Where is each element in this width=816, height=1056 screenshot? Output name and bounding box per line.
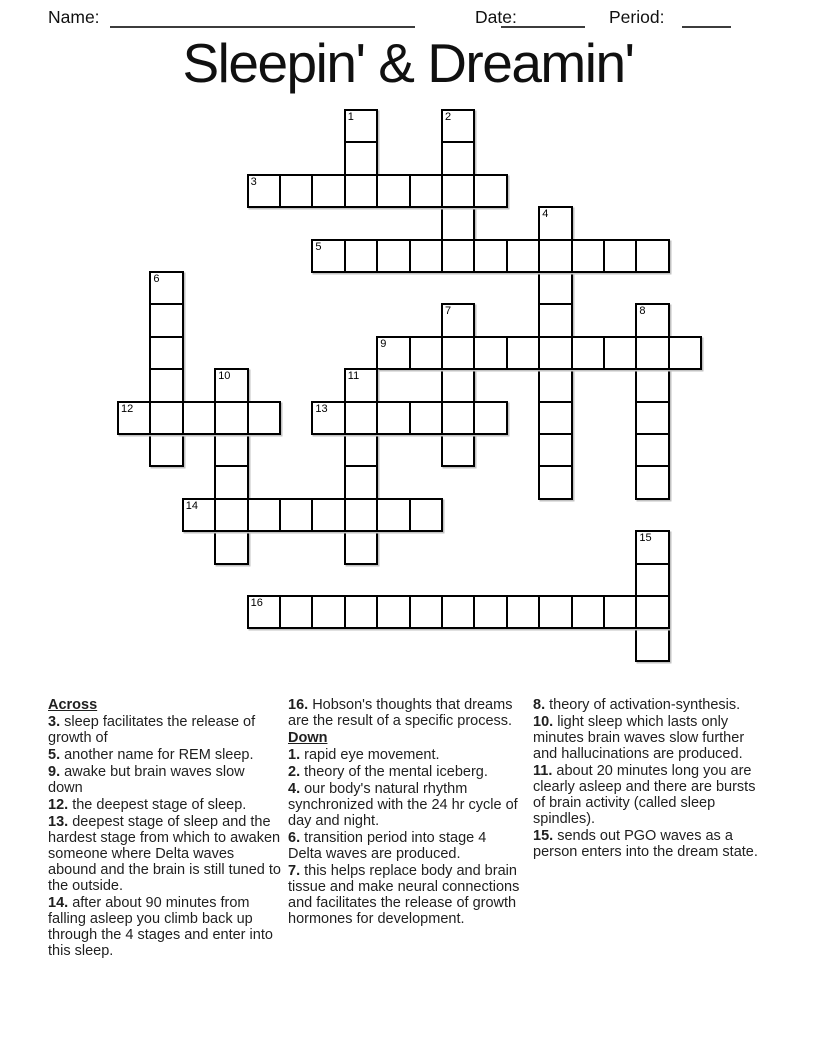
grid-cell[interactable] xyxy=(473,336,507,370)
name-label: Name: xyxy=(48,7,100,27)
grid-cell[interactable] xyxy=(635,530,669,564)
clue-number-label: 11 xyxy=(347,370,360,383)
grid-cell[interactable] xyxy=(344,465,378,499)
grid-cell[interactable] xyxy=(376,595,410,629)
clue-number: 6. xyxy=(288,830,301,846)
clue-column-2 xyxy=(288,697,524,928)
grid-cell[interactable] xyxy=(149,336,183,370)
grid-cell[interactable] xyxy=(376,239,410,273)
clue-number: 13. xyxy=(48,814,69,830)
clue-across-16: 16. Hobson's thoughts that dreams are the result of a specific process. xyxy=(288,697,513,729)
grid-cell[interactable] xyxy=(538,271,572,305)
grid-cell[interactable] xyxy=(603,239,637,273)
grid-cell[interactable] xyxy=(603,595,637,629)
clue-number: 2. xyxy=(288,764,301,780)
clue-number-label: 14 xyxy=(185,499,199,512)
grid-cell[interactable] xyxy=(635,368,669,402)
grid-cell[interactable] xyxy=(506,239,540,273)
period-label: Period: xyxy=(609,7,665,27)
grid-cell[interactable] xyxy=(538,303,572,337)
grid-cell[interactable] xyxy=(214,465,248,499)
grid-cell[interactable] xyxy=(247,498,281,532)
clue-number: 1. xyxy=(288,747,301,763)
grid-cell[interactable] xyxy=(538,368,572,402)
grid-cell[interactable] xyxy=(635,595,669,629)
grid-cell[interactable] xyxy=(668,336,702,370)
grid-cell[interactable] xyxy=(149,433,183,467)
grid-cell[interactable] xyxy=(441,206,475,240)
clue-across-3: 3. sleep facilitates the release of growth of xyxy=(48,714,256,746)
clue-down-2: 2. theory of the mental iceberg. xyxy=(288,764,488,780)
clue-across-13: 13. deepest stage of sleep and the hardest stage from which to awaken someone where Delta waves abound and the brain is still tuned to the outside. xyxy=(48,814,281,894)
grid-cell[interactable] xyxy=(149,401,183,435)
clue-number: 7. xyxy=(288,863,301,879)
grid-cell[interactable] xyxy=(344,433,378,467)
grid-cell[interactable] xyxy=(441,595,475,629)
grid-cell[interactable] xyxy=(311,401,345,435)
grid-cell[interactable] xyxy=(538,433,572,467)
grid-cell[interactable] xyxy=(441,239,475,273)
clue-column-1 xyxy=(48,697,282,960)
grid-cell[interactable] xyxy=(603,336,637,370)
grid-cell[interactable] xyxy=(409,595,443,629)
grid-cell[interactable] xyxy=(247,401,281,435)
grid-cell[interactable] xyxy=(376,174,410,208)
grid-cell[interactable] xyxy=(538,595,572,629)
clue-number: 12. xyxy=(48,797,69,813)
grid-cell[interactable] xyxy=(344,141,378,175)
clue-down-11: 11. about 20 minutes long you are clearly asleep and there are bursts of brain activity (called sleep spindles). xyxy=(533,763,756,827)
clue-across-9: 9. awake but brain waves slow down xyxy=(48,764,245,796)
clue-across-14: 14. after about 90 minutes from falling asleep you climb back up through the 4 stages and enter into this sleep. xyxy=(48,895,273,959)
grid-cell[interactable] xyxy=(149,368,183,402)
clue-down-10: 10. light sleep which lasts only minutes brain waves slow further and hallucinations are produced. xyxy=(533,714,745,762)
grid-cell[interactable] xyxy=(538,206,572,240)
grid-cell[interactable] xyxy=(506,595,540,629)
grid-cell[interactable] xyxy=(635,465,669,499)
grid-cell[interactable] xyxy=(182,401,216,435)
grid-cell[interactable] xyxy=(247,595,281,629)
grid-cell[interactable] xyxy=(311,498,345,532)
grid-cell[interactable] xyxy=(344,239,378,273)
grid-cell[interactable] xyxy=(149,303,183,337)
grid-cell[interactable] xyxy=(538,401,572,435)
grid-cell[interactable] xyxy=(635,401,669,435)
grid-cell[interactable] xyxy=(441,433,475,467)
clue-column-3 xyxy=(533,697,771,861)
grid-cell[interactable] xyxy=(409,174,443,208)
grid-cell[interactable] xyxy=(311,239,345,273)
grid-cell[interactable] xyxy=(441,303,475,337)
grid-cell[interactable] xyxy=(635,433,669,467)
grid-cell[interactable] xyxy=(344,498,378,532)
grid-cell[interactable] xyxy=(311,174,345,208)
grid-cell[interactable] xyxy=(214,498,248,532)
page-title: Sleepin' & Dreamin' xyxy=(182,32,634,94)
grid-cell[interactable] xyxy=(117,401,151,435)
clues-heading: Across xyxy=(48,697,98,713)
clue-number: 9. xyxy=(48,764,61,780)
clue-number-label: 2 xyxy=(445,111,452,123)
grid-cell[interactable] xyxy=(344,530,378,564)
grid-cell[interactable] xyxy=(279,498,313,532)
clue-number-label: 8 xyxy=(639,305,646,318)
clue-down-15: 15. sends out PGO waves as a person enters into the dream state. xyxy=(533,828,758,860)
grid-cell[interactable] xyxy=(538,465,572,499)
clue-number-label: 15 xyxy=(639,532,652,545)
clue-number: 10. xyxy=(533,714,554,730)
grid-cell[interactable] xyxy=(409,336,443,370)
clue-number: 15. xyxy=(533,828,554,844)
clue-number-label: 6 xyxy=(153,273,160,285)
clue-number-label: 16 xyxy=(250,597,263,609)
clue-across-5: 5. another name for REM sleep. xyxy=(48,747,254,763)
clue-number: 16. xyxy=(288,697,309,713)
grid-cell[interactable] xyxy=(441,401,475,435)
grid-cell[interactable] xyxy=(506,336,540,370)
clue-number: 11. xyxy=(533,763,553,779)
grid-cell[interactable] xyxy=(149,271,183,305)
grid-cell[interactable] xyxy=(635,303,669,337)
grid-cell[interactable] xyxy=(409,498,443,532)
grid-cell[interactable] xyxy=(376,498,410,532)
clue-number: 4. xyxy=(288,781,301,797)
clue-number-label: 1 xyxy=(347,111,354,123)
clue-number: 14. xyxy=(48,895,69,911)
grid-cell[interactable] xyxy=(441,368,475,402)
grid-cell[interactable] xyxy=(409,239,443,273)
grid-cell[interactable] xyxy=(571,336,605,370)
grid-cell[interactable] xyxy=(214,401,248,435)
grid-cell[interactable] xyxy=(344,401,378,435)
grid-cell[interactable] xyxy=(635,336,669,370)
grid-cell[interactable] xyxy=(279,174,313,208)
grid-cell[interactable] xyxy=(344,174,378,208)
grid-cell[interactable] xyxy=(635,563,669,597)
clue-number-label: 13 xyxy=(315,402,328,415)
clue-number-label: 3 xyxy=(250,175,257,188)
grid-cell[interactable] xyxy=(376,401,410,435)
grid-cell[interactable] xyxy=(473,595,507,629)
grid-cell[interactable] xyxy=(635,627,669,661)
clue-across-12: 12. the deepest stage of sleep. xyxy=(48,797,247,813)
grid-cell[interactable] xyxy=(441,141,475,175)
clue-number-label: 5 xyxy=(315,240,322,253)
grid-cell[interactable] xyxy=(538,336,572,370)
clue-down-6: 6. transition period into stage 4 Delta waves are produced. xyxy=(288,830,487,862)
clue-down-7: 7. this helps replace body and brain tissue and make neural connections and facilitates the release of growth hormones for development. xyxy=(288,863,520,927)
grid-cell[interactable] xyxy=(473,174,507,208)
grid-cell[interactable] xyxy=(214,433,248,467)
grid-cell[interactable] xyxy=(571,239,605,273)
clue-number-label: 7 xyxy=(445,305,452,318)
grid-cell[interactable] xyxy=(214,530,248,564)
clue-down-1: 1. rapid eye movement. xyxy=(288,747,440,763)
grid-cell[interactable] xyxy=(279,595,313,629)
grid-cell[interactable] xyxy=(311,595,345,629)
grid-cell[interactable] xyxy=(571,595,605,629)
clues-heading: Down xyxy=(288,730,328,746)
grid-cell[interactable] xyxy=(473,401,507,435)
clue-number: 5. xyxy=(48,747,61,763)
grid-cell[interactable] xyxy=(635,239,669,273)
date-label: Date: xyxy=(475,7,517,27)
grid-cell[interactable] xyxy=(344,595,378,629)
grid-cell[interactable] xyxy=(182,498,216,532)
grid-cell[interactable] xyxy=(409,401,443,435)
grid-cell[interactable] xyxy=(344,109,378,143)
clue-number-label: 10 xyxy=(218,370,231,383)
grid-cell[interactable] xyxy=(441,174,475,208)
clue-number-label: 12 xyxy=(121,402,134,415)
clue-number: 3. xyxy=(48,714,61,730)
clue-number-label: 4 xyxy=(542,208,549,221)
clue-down-4: 4. our body's natural rhythm synchronized with the 24 hr cycle of day and night. xyxy=(288,781,518,829)
clue-number-label: 9 xyxy=(380,337,387,350)
grid-cell[interactable] xyxy=(247,174,281,208)
clue-down-8: 8. theory of activation-synthesis. xyxy=(533,697,741,713)
clue-number: 8. xyxy=(533,697,546,713)
grid-cell[interactable] xyxy=(441,336,475,370)
grid-cell[interactable] xyxy=(441,109,475,143)
grid-cell[interactable] xyxy=(214,368,248,402)
grid-cell[interactable] xyxy=(344,368,378,402)
grid-cell[interactable] xyxy=(376,336,410,370)
grid-cell[interactable] xyxy=(538,239,572,273)
grid-cell[interactable] xyxy=(473,239,507,273)
